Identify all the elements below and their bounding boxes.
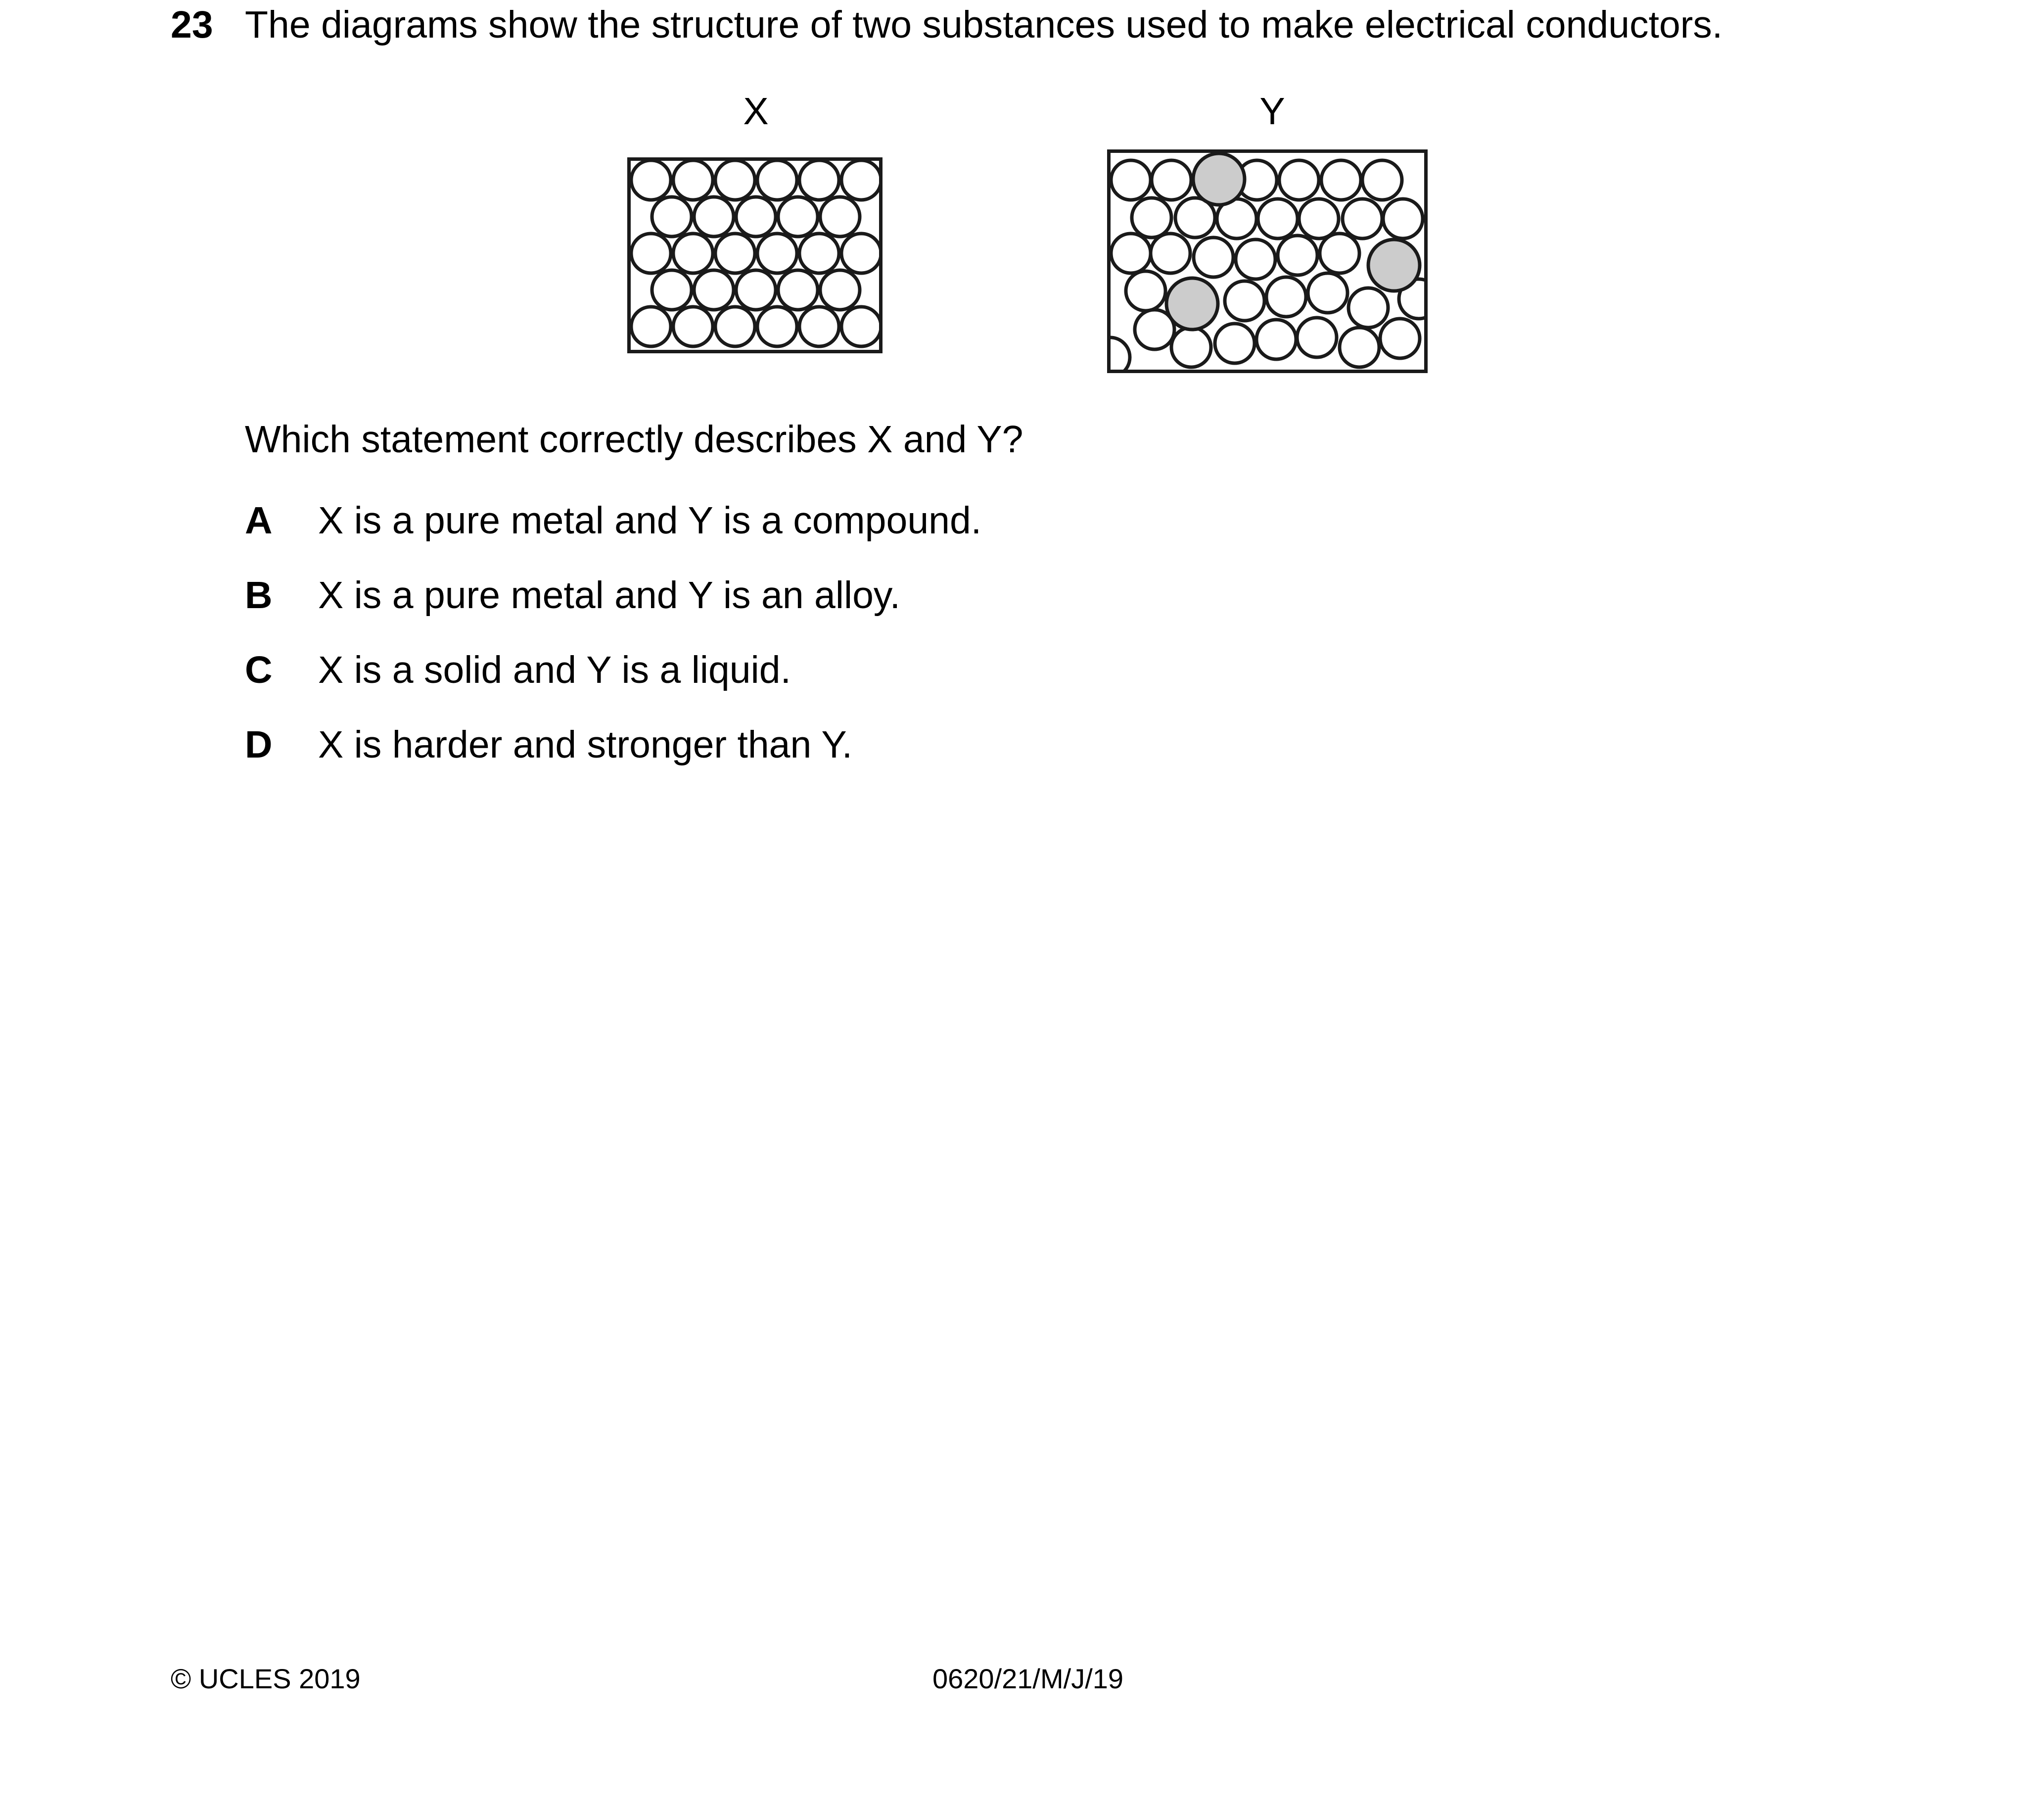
atom-x (631, 307, 671, 346)
diagram-x-label: X (743, 90, 769, 133)
atom-x (778, 270, 818, 310)
atom-x (652, 270, 692, 310)
atom-y-small (1151, 234, 1190, 273)
footer-paper-code: 0620/21/M/J/19 (932, 1663, 1124, 1694)
atom-x (841, 160, 881, 200)
question-stem: The diagrams show the structure of two substances used to make electrical conductors. (245, 3, 1723, 46)
atom-x (715, 160, 755, 200)
atom-x (673, 307, 713, 346)
atom-y-small (1308, 273, 1347, 313)
option-b-letter: B (245, 574, 273, 617)
atom-y-small (1266, 277, 1306, 317)
atom-y-small (1299, 199, 1339, 238)
atom-y-small (1297, 318, 1337, 357)
atom-x (778, 197, 818, 237)
atom-x (673, 160, 713, 200)
atom-x (757, 160, 797, 200)
atom-y-small (1278, 236, 1317, 275)
atom-x (631, 160, 671, 200)
atom-x (820, 197, 860, 237)
footer-copyright: © UCLES 2019 (171, 1663, 361, 1694)
atom-y-small (1340, 328, 1379, 367)
atom-y-large (1193, 153, 1245, 205)
atom-x (799, 307, 839, 346)
atom-y-small (1111, 234, 1151, 273)
atom-x (631, 234, 671, 273)
atom-y-small (1348, 288, 1388, 328)
atom-y-small (1225, 281, 1264, 321)
atom-y-large (1166, 278, 1218, 330)
diagram-y-label: Y (1259, 90, 1285, 133)
atom-y-small (1321, 160, 1361, 200)
atom-x (820, 270, 860, 310)
atom-x (715, 234, 755, 273)
atom-y-small (1236, 239, 1275, 279)
atom-y-small (1256, 320, 1296, 359)
option-b-text: X is a pure metal and Y is an alloy. (318, 574, 901, 617)
atom-x (736, 270, 776, 310)
atom-y-small (1320, 234, 1359, 273)
atom-y-small (1215, 324, 1254, 363)
option-d-text: X is harder and stronger than Y. (318, 723, 853, 766)
atom-y-small (1194, 238, 1233, 277)
question-prompt: Which statement correctly describes X and Y? (245, 418, 1023, 461)
atom-y-small (1279, 160, 1319, 200)
diagram-y-alloy-lattice (1107, 149, 1428, 373)
atom-x (673, 234, 713, 273)
atom-x (694, 270, 734, 310)
atom-x (715, 307, 755, 346)
atom-y-small (1362, 160, 1402, 200)
option-d-letter: D (245, 723, 273, 766)
option-c-text: X is a solid and Y is a liquid. (318, 649, 791, 691)
option-c-letter: C (245, 649, 273, 691)
atom-x (694, 197, 734, 237)
atom-y-small (1132, 198, 1171, 238)
atom-y-large (1368, 239, 1420, 291)
atom-x (652, 197, 692, 237)
atom-y-small (1152, 160, 1191, 200)
question-number: 23 (171, 3, 213, 46)
atom-y-small (1171, 328, 1211, 367)
atom-x (841, 307, 881, 346)
atom-x (757, 234, 797, 273)
atom-x (841, 234, 881, 273)
diagram-x-pure-metal-lattice (627, 157, 883, 353)
atom-x (757, 307, 797, 346)
atom-y-small (1383, 199, 1423, 238)
option-a-text: X is a pure metal and Y is a compound. (318, 499, 982, 542)
atom-y-small (1111, 160, 1151, 200)
atom-y-small (1258, 199, 1298, 238)
atom-x (799, 160, 839, 200)
atom-x (799, 234, 839, 273)
atom-x (736, 197, 776, 237)
atom-y-small (1380, 319, 1420, 358)
atom-y-small (1126, 271, 1165, 311)
atom-y-small (1343, 199, 1382, 238)
option-a-letter: A (245, 499, 273, 542)
